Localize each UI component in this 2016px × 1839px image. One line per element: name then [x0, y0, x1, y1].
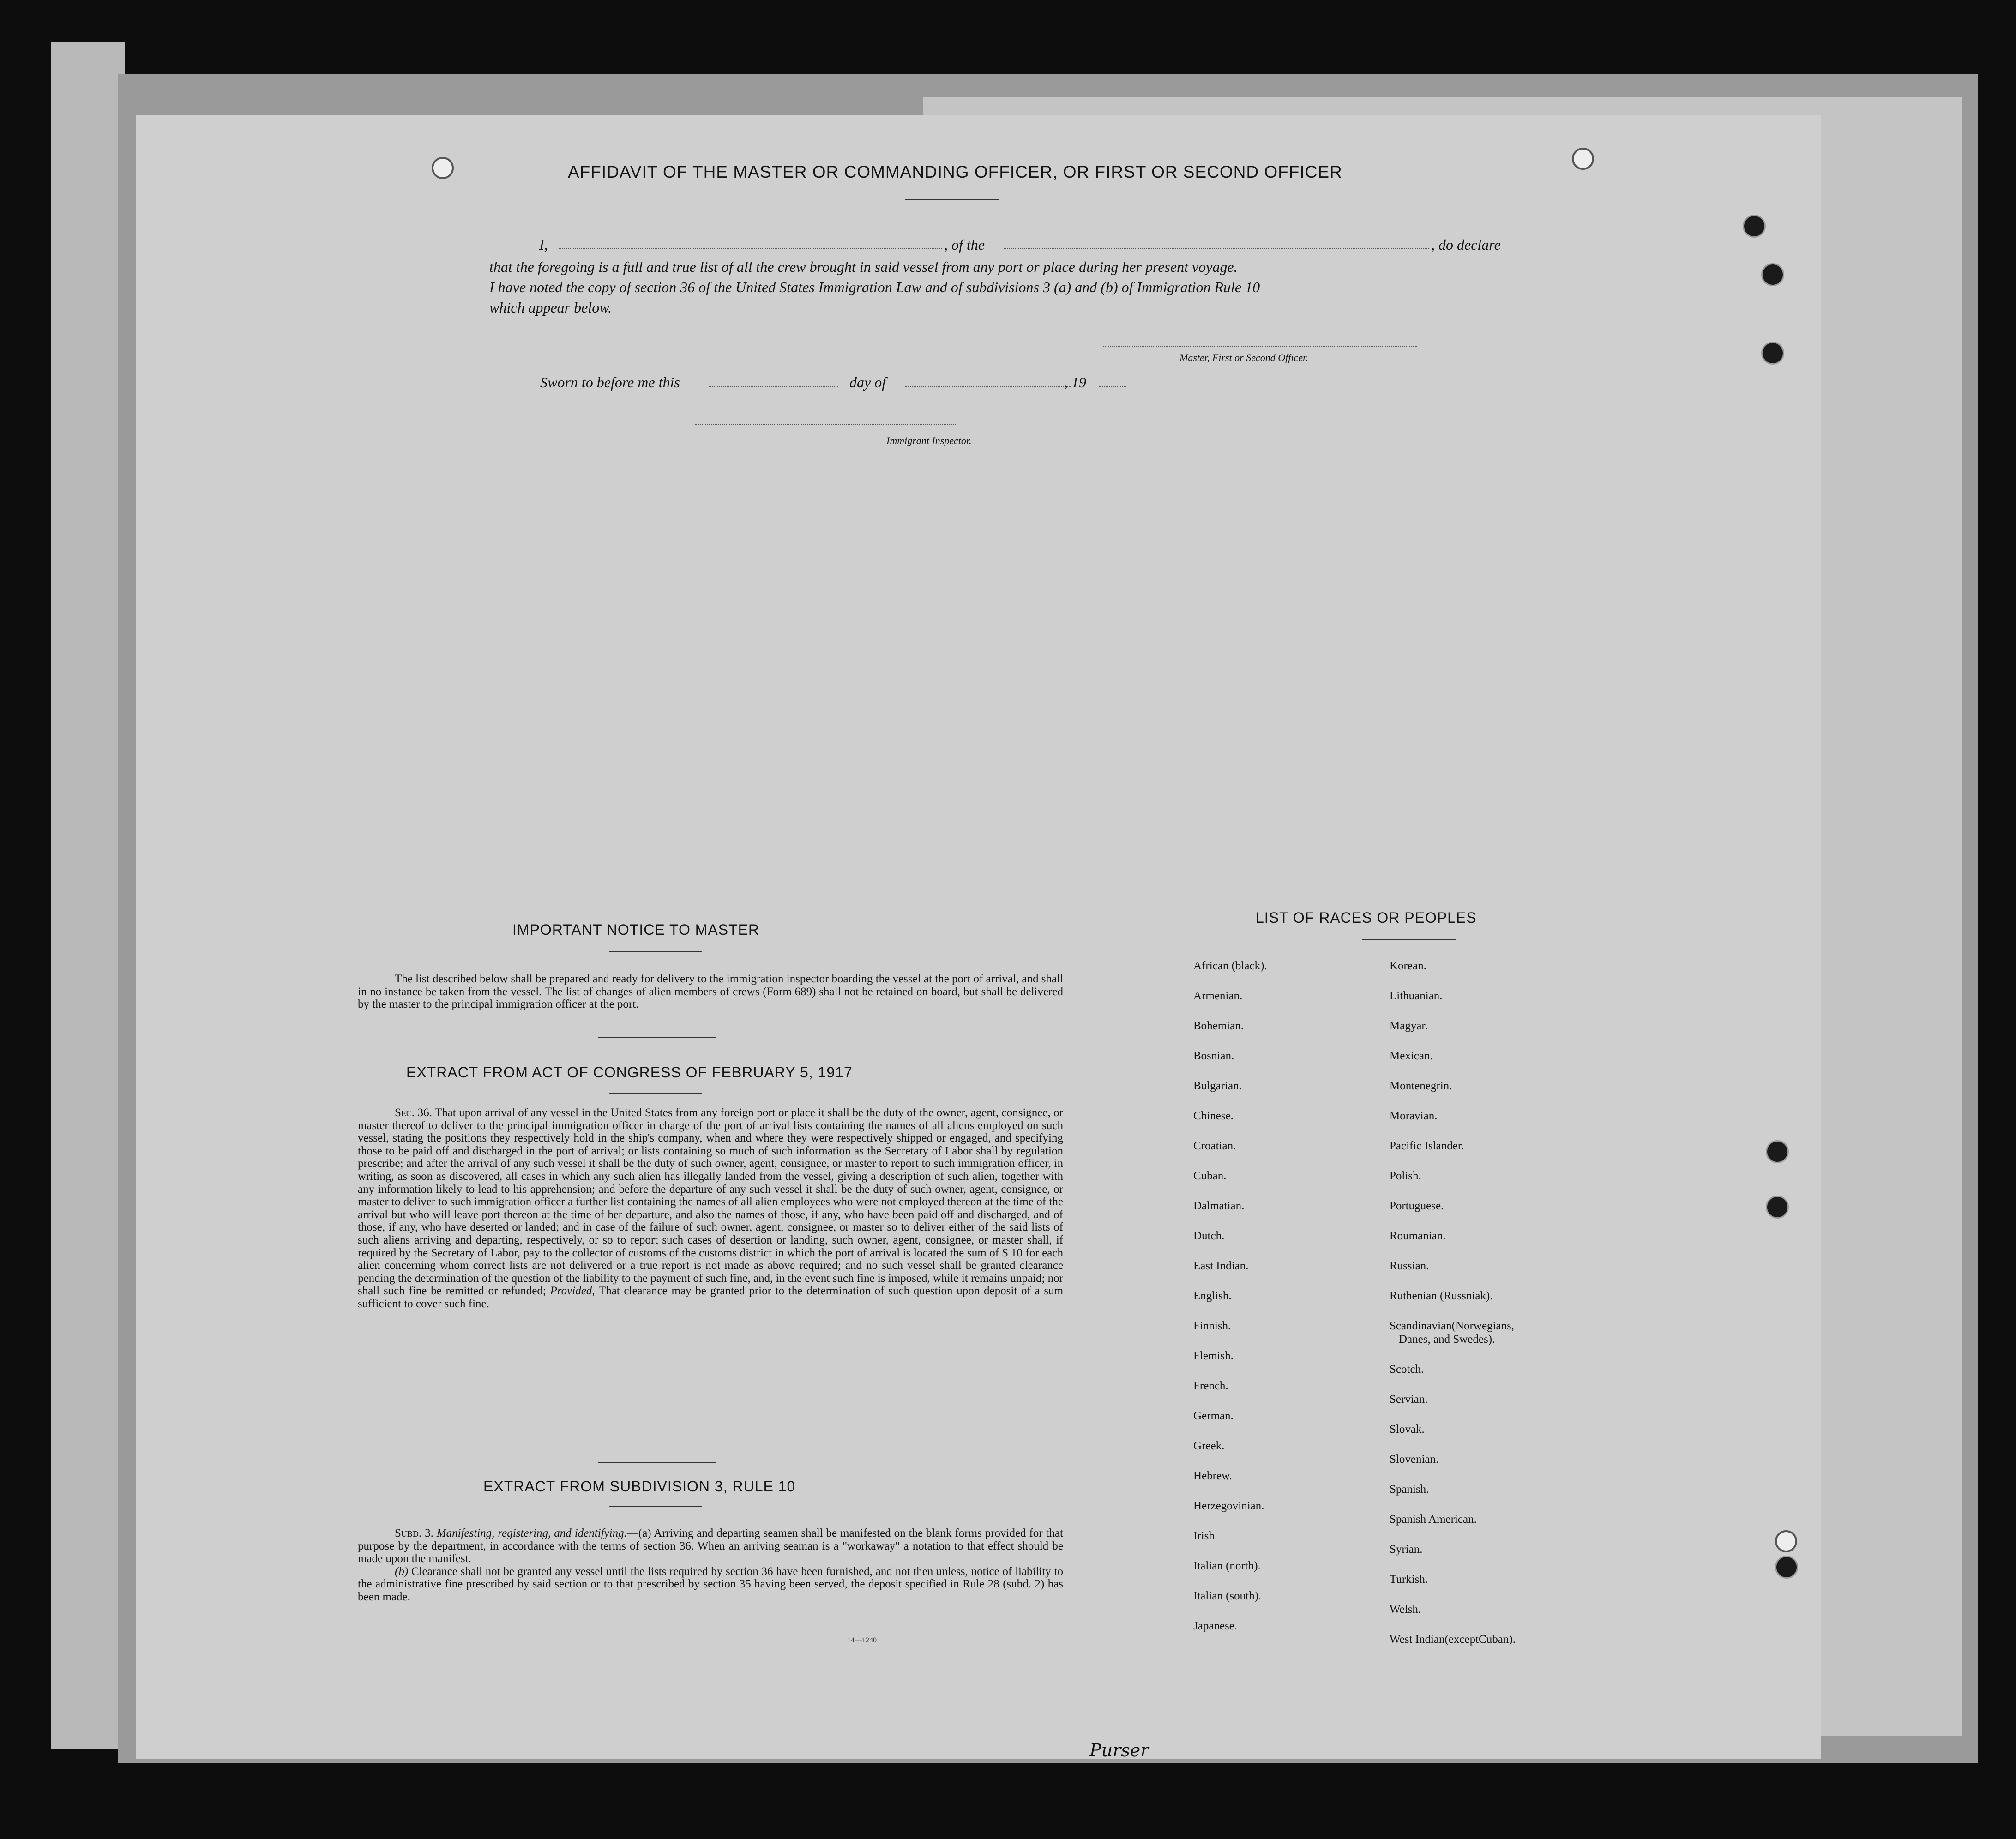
- inspector-caption: Immigrant Inspector.: [886, 435, 972, 446]
- race-item: Ruthenian (Russniak).: [1390, 1290, 1493, 1302]
- race-item: Croatian.: [1193, 1140, 1236, 1152]
- name-blank: [559, 248, 942, 249]
- race-item: Lithuanian.: [1390, 990, 1443, 1002]
- race-item: Russian.: [1390, 1260, 1429, 1272]
- day-of-text: day of: [849, 374, 886, 391]
- act-section-label: Sec. 36.: [395, 1106, 432, 1119]
- race-item: Montenegrin.: [1390, 1080, 1452, 1092]
- race-item: Spanish.: [1390, 1483, 1429, 1496]
- race-item: Syrian.: [1390, 1543, 1423, 1556]
- rule-subd-label: Subd. 3.: [395, 1527, 433, 1539]
- race-item: Welsh.: [1390, 1603, 1421, 1616]
- races-heading: LIST OF RACES OR PEOPLES: [1256, 909, 1477, 926]
- inspector-line: [695, 424, 956, 425]
- race-item: East Indian.: [1193, 1260, 1249, 1272]
- race-item: Bosnian.: [1193, 1050, 1234, 1062]
- sworn-text: Sworn to before me this: [540, 374, 680, 391]
- affidavit-i: I,: [539, 236, 548, 253]
- race-item: Hebrew.: [1193, 1470, 1232, 1482]
- rule-text: [358, 1527, 1063, 1604]
- notice-heading: IMPORTANT NOTICE TO MASTER: [512, 921, 760, 938]
- race-item: Japanese.: [1193, 1620, 1238, 1632]
- race-item: Irish.: [1193, 1530, 1218, 1542]
- signature-line: [1103, 346, 1417, 347]
- race-item: Moravian.: [1390, 1110, 1438, 1122]
- handwritten-purser: Purser: [1089, 1740, 1149, 1761]
- race-item: Finnish.: [1193, 1320, 1231, 1332]
- race-item: Dutch.: [1193, 1230, 1225, 1242]
- binder-hole-icon: [1761, 342, 1784, 365]
- binder-hole-icon: [1743, 215, 1766, 238]
- race-item: Dalmatian.: [1193, 1200, 1245, 1212]
- affidavit-body-2: I have noted the copy of section 36 of the United States Immigration Law and of subdivisions 3 (a) and (b) of Immigration Rule 10: [489, 279, 1260, 295]
- race-item: German.: [1193, 1410, 1234, 1422]
- affidavit-do-declare: , do declare: [1431, 236, 1501, 253]
- race-item: Mexican.: [1390, 1050, 1433, 1062]
- race-item: West Indian(exceptCuban).: [1390, 1633, 1516, 1646]
- race-item: Bohemian.: [1193, 1020, 1244, 1032]
- race-item: English.: [1193, 1290, 1232, 1302]
- race-item: Polish.: [1390, 1170, 1421, 1182]
- race-item: Italian (south).: [1193, 1590, 1262, 1602]
- race-item: Spanish American.: [1390, 1513, 1477, 1526]
- race-item: Greek.: [1193, 1440, 1225, 1452]
- rule-b-label: (b): [395, 1565, 409, 1578]
- race-item: Scotch.: [1390, 1363, 1424, 1376]
- affidavit-body-3: which appear below.: [489, 299, 612, 316]
- race-item: African (black).: [1193, 960, 1267, 972]
- race-item: Chinese.: [1193, 1110, 1234, 1122]
- race-item: Danes, and Swedes).: [1399, 1333, 1495, 1346]
- race-item: Roumanian.: [1390, 1230, 1446, 1242]
- sworn-day-blank: [709, 386, 838, 387]
- underlying-page-edge: [51, 42, 125, 1749]
- form-page: [136, 115, 1821, 1759]
- title-divider: [905, 199, 999, 200]
- binder-hole-icon: [1775, 1556, 1798, 1579]
- form-number: 14—1240: [847, 1636, 877, 1644]
- binder-hole-icon: [432, 157, 454, 179]
- year-text: , 19: [1064, 374, 1086, 391]
- rule-b-text: Clearance shall not be granted any vessel until the lists required by section 36 have been furnished, and not then unless, notice of liability to the administrative fine prescribed by said section or to that prescribed by section 35 having been served, the deposit specified in Rule 28 (subd. 2) has been made.: [358, 1565, 1064, 1603]
- race-item: Italian (north).: [1193, 1560, 1261, 1572]
- affidavit-of-the: , of the: [944, 236, 985, 253]
- race-item: Slovenian.: [1390, 1453, 1439, 1466]
- race-item: Bulgarian.: [1193, 1080, 1242, 1092]
- rule-heading: EXTRACT FROM SUBDIVISION 3, RULE 10: [483, 1478, 796, 1495]
- rule-divider: [609, 1506, 702, 1507]
- rule-subd-title: Manifesting, registering, and identifying.: [436, 1527, 627, 1539]
- race-item: Servian.: [1390, 1393, 1428, 1406]
- act-body: That upon arrival of any vessel in the United States from any foreign port or place it shall be the duty of the owner, agent, consignee, or master thereof to deliver to the principal immigration officer in charge of the port of arrival lists containing the names of all aliens employed on such vessel, stating the positions they respectively hold in the ship's company, when and where they were respectively shipped or engaged, and specifying those to be paid off and discharged in the port of arrival; or lists containing so much of such information as the Secretary of Labor shall by regulation prescribe; and after the arrival of any such vessel it shall be the duty of such owner, agent, consignee, or master to report to such immigration officer, in writing, as soon as discovered, all cases in which any such alien has illegally landed from the vessel, giving a description of such alien, together with any information likely to lead to his apprehension; and before the departure of any such vessel it shall be the duty of such owner, agent, consignee, or master to deliver to such immigration officer a further list containing the names of all alien employees who were not employed thereon at the time of the arrival but who will leave port thereon at the time of her departure, and also the names of those, if any, who have been paid off and discharged, and of those, if any, who have deserted or landed; and in case of the failure of such owner, agent, consignee, or master so to deliver either of the said lists of such aliens arriving and departing, respectively, or so to report such cases of desertion or landing, such owner, agent, consignee, or master shall, if required by the Secretary of Labor, pay to the collector of customs of the customs district in which the port of arrival is located the sum of $ 10 for each alien concerning whom correct lists are not delivered or a true report is not made as above required; and no such vessel shall be granted clearance pending the determination of the question of the liability to the payment of such fine, and, in the event such fine is imposed, while it remains unpaid; nor shall such fine be remitted or refunded;: [358, 1106, 1063, 1298]
- notice-divider: [609, 951, 702, 952]
- act-divider: [609, 1093, 702, 1094]
- sworn-month-blank: [905, 386, 1071, 387]
- race-item: French.: [1193, 1380, 1228, 1392]
- act-provided: Provided,: [550, 1285, 595, 1298]
- races-column-2: [1390, 951, 1516, 1654]
- notice-paragraph: The list described below shall be prepared and ready for delivery to the immigration inspector boarding the vessel at the port of arrival, and shall in no instance be taken from the vessel. The list of changes of alien members of crews (Form 689) shall not be retained on board, but shall be delivered by the master to the principal immigration officer at the port.: [358, 973, 1063, 1011]
- race-item: Cuban.: [1193, 1170, 1227, 1182]
- binder-hole-icon: [1572, 148, 1594, 170]
- signature-caption: Master, First or Second Officer.: [1180, 352, 1308, 363]
- vessel-blank: [1004, 248, 1429, 249]
- act-heading: EXTRACT FROM ACT OF CONGRESS OF FEBRUARY 5, 1917: [406, 1064, 853, 1081]
- rule-a-text: —(a) Arriving and departing seamen shall be manifested on the blank forms provided for that purpose by the department, in accordance with the terms of section 36. When an arriving seaman is a "workaway" a notation to that effect should be made upon the manifest.: [358, 1527, 1063, 1565]
- race-item: Portuguese.: [1390, 1200, 1444, 1212]
- affidavit-body-1: that the foregoing is a full and true list of all the crew brought in said vessel from any port or place during her present voyage.: [489, 258, 1238, 275]
- binder-hole-icon: [1775, 1530, 1797, 1552]
- race-item: Scandinavian(Norwegians,: [1390, 1320, 1515, 1332]
- race-item: Armenian.: [1193, 990, 1243, 1002]
- act-tail: That clearance may be granted prior to the determination of such question upon deposit of a sum sufficient to cover such fine.: [358, 1285, 1064, 1310]
- act-rule: [598, 1462, 716, 1463]
- race-item: Herzegovinian.: [1193, 1500, 1264, 1512]
- races-divider: [1362, 939, 1456, 940]
- binder-hole-icon: [1766, 1196, 1789, 1219]
- act-text: [358, 1106, 1063, 1310]
- race-item: Turkish.: [1390, 1573, 1428, 1586]
- sworn-year-blank: [1099, 386, 1126, 387]
- race-item: Slovak.: [1390, 1423, 1425, 1436]
- notice-rule: [598, 1037, 716, 1038]
- notice-text: [358, 973, 1063, 1011]
- race-item: Magyar.: [1390, 1020, 1428, 1032]
- affidavit-title: AFFIDAVIT OF THE MASTER OR COMMANDING OFFICER, OR FIRST OR SECOND OFFICER: [568, 162, 1342, 181]
- race-item: Pacific Islander.: [1390, 1140, 1464, 1152]
- race-item: Flemish.: [1193, 1350, 1234, 1362]
- binder-hole-icon: [1766, 1140, 1789, 1163]
- races-column-1: [1193, 951, 1267, 1641]
- binder-hole-icon: [1761, 263, 1784, 286]
- race-item: Korean.: [1390, 960, 1426, 972]
